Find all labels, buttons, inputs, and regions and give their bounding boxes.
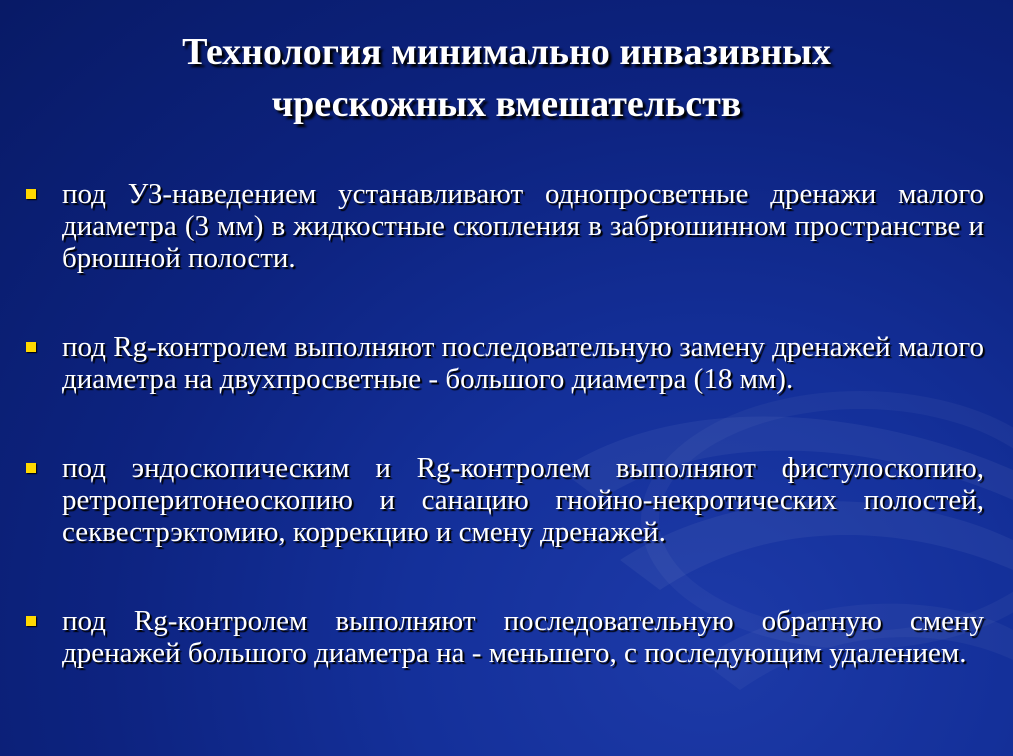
bullet-item-1 bbox=[24, 178, 984, 274]
bullet-text-3: под эндоскопическим и Rg-контролем выполняют фистулоскопию, ретроперитонеоскопию и санацию гнойно-некротических полостей, секвестрэктомию, коррекцию и смену дренажей. bbox=[62, 452, 984, 548]
slide-title-line-2: чрескожных вмешательств bbox=[271, 83, 742, 125]
slide-title bbox=[60, 26, 953, 130]
square-bullet-icon bbox=[26, 342, 36, 352]
bullet-item-4 bbox=[24, 605, 984, 669]
bullet-item-2 bbox=[24, 331, 984, 395]
square-bullet-icon bbox=[26, 189, 36, 199]
slide-title-line-1: Технология минимально инвазивных bbox=[182, 31, 831, 73]
bullet-text-1: под УЗ-наведением устанавливают однопросветные дренажи малого диаметра (3 мм) в жидкостные скопления в забрюшинном пространстве и брюшной полости. bbox=[62, 178, 984, 274]
bullet-list bbox=[24, 178, 984, 669]
bullet-text-4: под Rg-контролем выполняют последовательную обратную смену дренажей большого диаметра на - меньшего, с последующим удалением. bbox=[62, 605, 984, 669]
bullet-item-3 bbox=[24, 452, 984, 548]
square-bullet-icon bbox=[26, 463, 36, 473]
square-bullet-icon bbox=[26, 616, 36, 626]
bullet-text-2: под Rg-контролем выполняют последовательную замену дренажей малого диаметра на двухпросветные - большого диаметра (18 мм). bbox=[62, 331, 984, 395]
